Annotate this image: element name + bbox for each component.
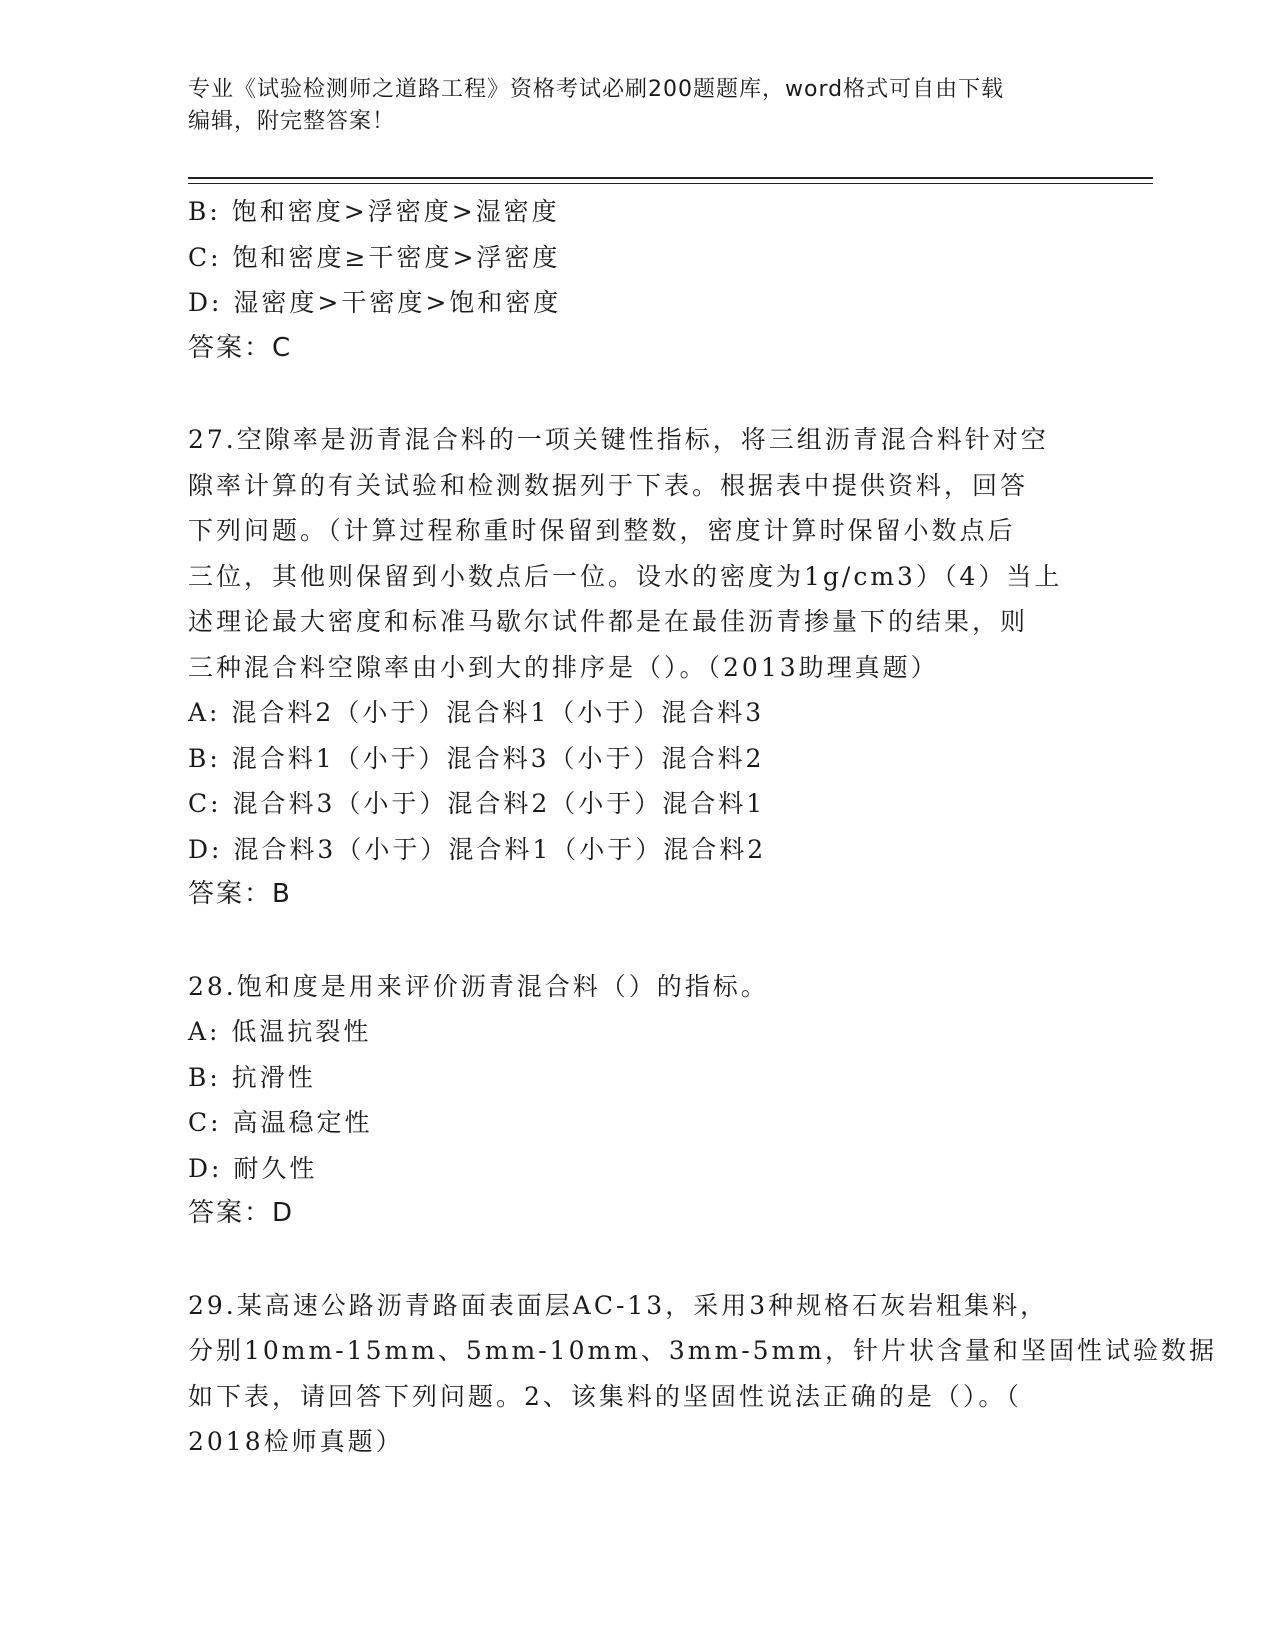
question-28	[188, 964, 1088, 1237]
option-d: D: 湿密度>干密度>饱和密度	[188, 288, 562, 317]
question-27	[188, 417, 1088, 918]
question-stem-line: 2018检师真题）	[188, 1427, 404, 1456]
question-stem-line: 28.饱和度是用来评价沥青混合料（）的指标。	[188, 971, 769, 1001]
question-stem-line: 述理论最大密度和标准马歇尔试件都是在最佳沥青掺量下的结果，则	[188, 607, 1029, 636]
spacer	[188, 1237, 1088, 1283]
page-header	[188, 74, 1068, 138]
option-b: B: 混合料1（小于）混合料3（小于）混合料2	[188, 743, 765, 773]
option-b: B: 饱和密度>浮密度>湿密度	[188, 197, 560, 226]
answer-line: 答案：C	[188, 332, 293, 363]
answer-line: 答案：D	[188, 1198, 295, 1228]
option-a: A: 低温抗裂性	[188, 1017, 372, 1046]
option-d: D: 混合料3（小于）混合料1（小于）混合料2	[188, 834, 767, 864]
question-stem-line: 分别10mm-15mm、5mm-10mm、3mm-5mm，针片状含量和坚固性试验数据	[188, 1336, 1217, 1365]
header-divider-thick	[188, 177, 1153, 179]
option-a: A: 混合料2（小于）混合料1（小于）混合料3	[188, 698, 765, 727]
spacer	[188, 371, 1088, 417]
question-stem-line: 隙率计算的有关试验和检测数据列于下表。根据表中提供资料，回答	[188, 470, 1029, 500]
option-c: C: 饱和密度≥干密度>浮密度	[188, 242, 561, 272]
option-d: D: 耐久性	[188, 1153, 318, 1183]
question-stem-line: 三位，其他则保留到小数点后一位。设水的密度为1g/cm3）（4）当上	[188, 561, 1063, 591]
question-stem-line: 三种混合料空隙率由小到大的排序是（）。（2013助理真题）	[188, 652, 939, 682]
question-stem-line: 下列问题。（计算过程称重时保留到整数，密度计算时保留小数点后	[188, 516, 1016, 545]
header-line-2: 编辑，附完整答案！	[188, 109, 396, 134]
question-stem-line: 如下表，请回答下列问题。2、该集料的坚固性说法正确的是（）。（	[188, 1381, 1022, 1411]
spacer	[188, 918, 1088, 964]
question-29	[188, 1283, 1217, 1465]
question-stem-line: 29.某高速公路沥青路面表面层AC-13，采用3种规格石灰岩粗集料，	[188, 1290, 1049, 1320]
header-divider-thin	[188, 183, 1153, 184]
question-stem-line: 27.空隙率是沥青混合料的一项关键性指标，将三组沥青混合料针对空	[188, 425, 1049, 454]
answer-line: 答案：B	[188, 879, 292, 909]
question-26-continued	[188, 189, 1088, 371]
question-content	[188, 189, 1217, 1465]
header-line-1: 专业《试验检测师之道路工程》资格考试必刷200题题库，word格式可自由下载	[188, 77, 1005, 102]
option-b: B: 抗滑性	[188, 1062, 316, 1092]
option-c: C: 混合料3（小于）混合料2（小于）混合料1	[188, 789, 766, 818]
option-c: C: 高温稳定性	[188, 1108, 373, 1137]
